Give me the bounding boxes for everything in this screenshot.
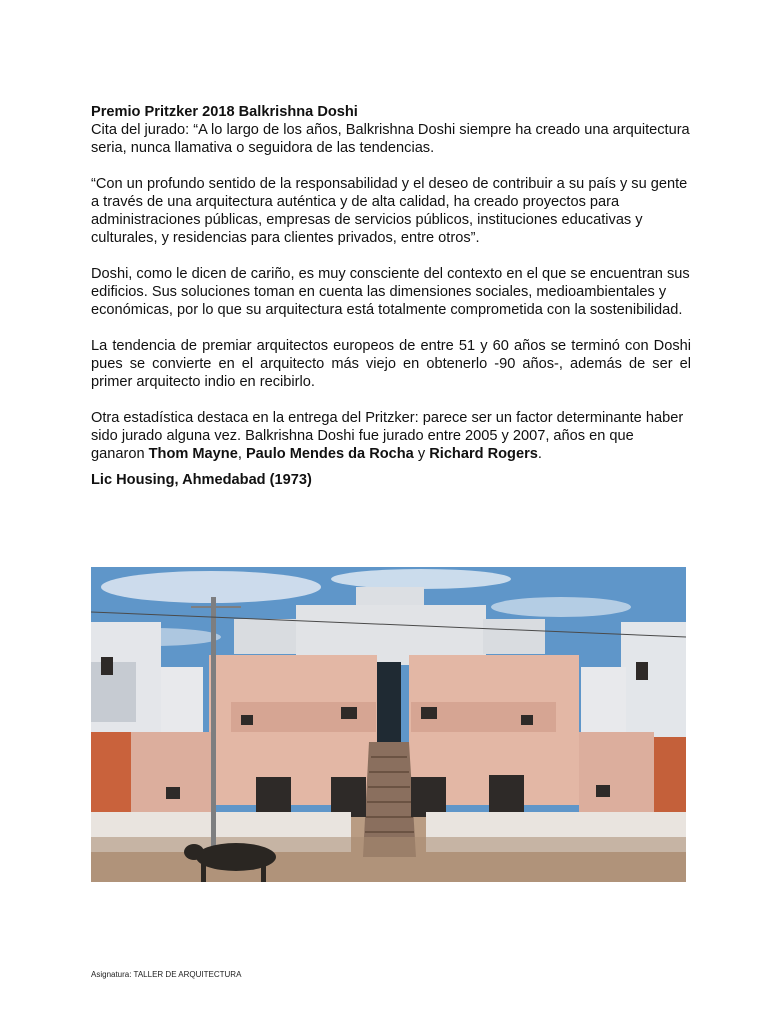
footer-subject: Asignatura: TALLER DE ARQUITECTURA	[91, 970, 242, 979]
document-title: Premio Pritzker 2018 Balkrishna Doshi	[91, 104, 358, 120]
project-heading: Lic Housing, Ahmedabad (1973)	[91, 472, 312, 488]
paragraph-jury-quote: Cita del jurado: “A lo largo de los años, Balkrishna Doshi siempre ha creado una arquitectura seria, nunca llamativa o seguidora de las tendencias.	[91, 122, 690, 156]
architect-name: Paulo Mendes da Rocha	[245, 446, 414, 462]
period: .	[537, 446, 542, 462]
paragraph-responsibility: “Con un profundo sentido de la responsabilidad y el deseo de contribuir a su país y su gente a través de una arquitectura auténtica y de alta calidad, ha creado proyectos para administraciones públicas, empresas de servicios públicos, instituciones educativas y culturales, y residencias para clientes privados, entre otros”.	[91, 176, 688, 246]
text-block	[91, 103, 691, 489]
paragraph-context: Doshi, como le dicen de cariño, es muy consciente del contexto en el que se encuentran sus edificios. Sus soluciones toman en cuenta las dimensiones sociales, medioambientales y económicas, por lo que su arquitectura está totalmente comprometida con la sostenibilidad.	[91, 266, 690, 318]
building-illustration	[91, 567, 686, 882]
architect-name: Thom Mayne	[148, 446, 238, 462]
separator: ,	[237, 446, 246, 462]
building-photo	[91, 567, 686, 882]
separator: y	[413, 446, 430, 462]
statistics-text: Otra estadística destaca en la entrega del Pritzker: parece ser un factor determinante haber sido jurado alguna vez. Balkrishna Doshi fue jurado entre 2005 y 2007, años en que ganaron	[91, 410, 684, 462]
architect-name: Richard Rogers	[429, 446, 538, 462]
paragraph-statistics	[91, 409, 691, 463]
paragraph-trend: La tendencia de premiar arquitectos europeos de entre 51 y 60 años se terminó con Doshi pues se convierte en el arquitecto más viejo en obtenerlo -90 años-, además de ser el primer arquitecto indio en recibirlo.	[91, 338, 691, 390]
